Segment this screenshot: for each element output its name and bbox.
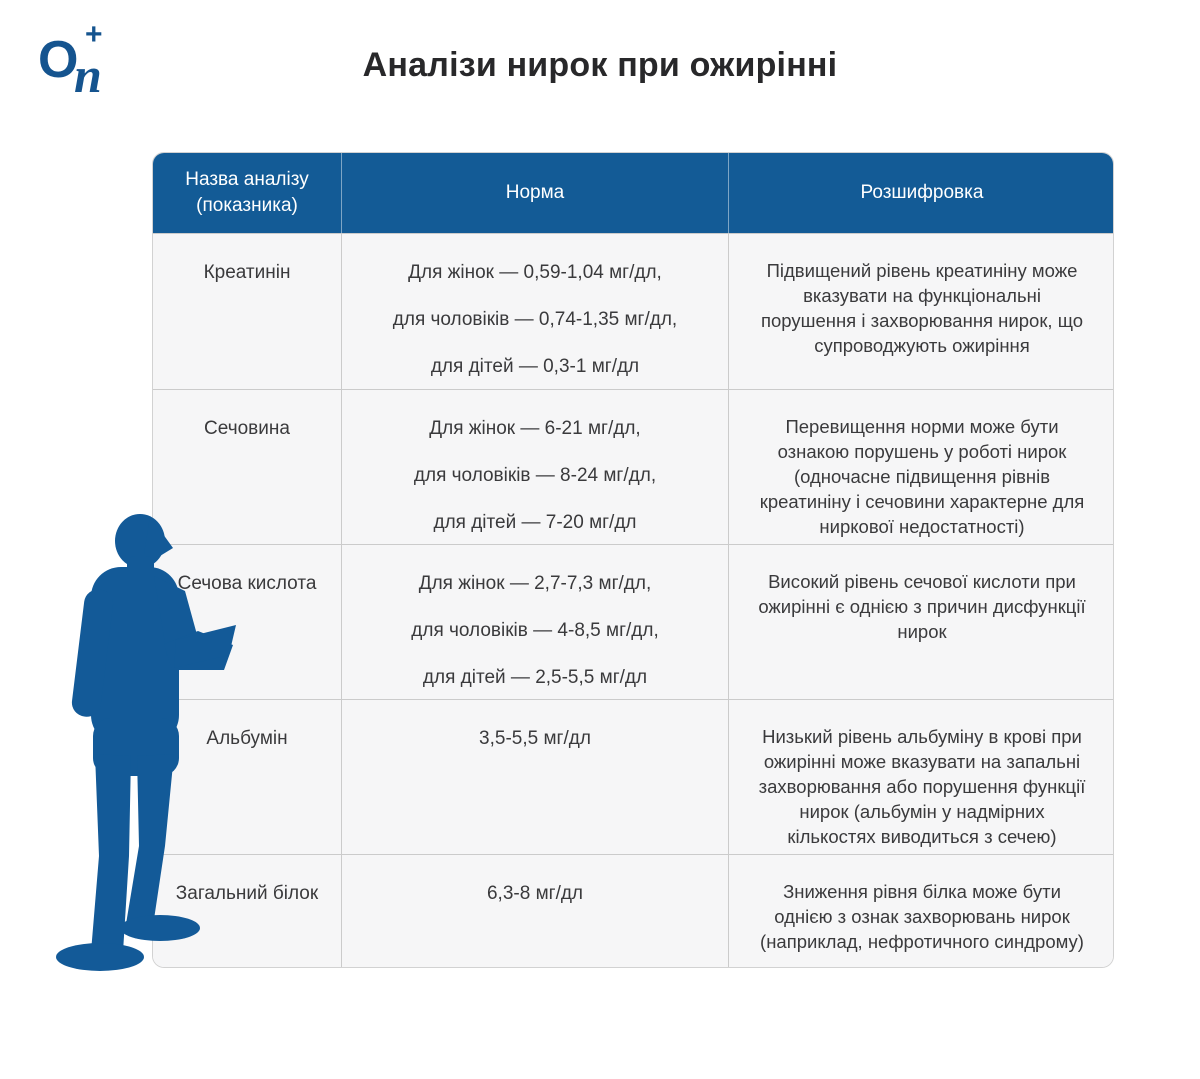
column-header-norm: Норма [341, 153, 728, 233]
table-row-5-name: Загальний білок [153, 854, 341, 968]
logo-letter-n: n [74, 47, 102, 103]
column-header-test-name: Назва аналізу (показника) [153, 153, 341, 233]
logo-plus-icon: + [85, 18, 103, 51]
norm-line: Для жінок — 2,7-7,3 мг/дл, [418, 573, 652, 594]
table-row-4-name: Альбумін [153, 699, 341, 854]
norm-line: для чоловіків — 8-24 мг/дл, [413, 465, 657, 486]
table-row-5-norm [341, 854, 728, 968]
table-row-2-description: Перевищення норми може бути ознакою порушень у роботі нирок (одночасне підвищення рівнів креатиніну і сечовини характерне для ниркової недостатності) [728, 389, 1114, 544]
norm-line: для дітей — 2,5-5,5 мг/дл [422, 667, 648, 688]
table-row-1-norm [341, 233, 728, 389]
table-row-4-description: Низький рівень альбуміну в крові при ожирінні може вказувати на запальні захворювання або порушення функції нирок (альбумін у надмірних кількостях виводиться з сечею) [728, 699, 1114, 854]
table-row-1-name: Креатинін [153, 233, 341, 389]
norm-line: 3,5-5,5 мг/дл [479, 728, 591, 749]
norm-line: для дітей — 0,3-1 мг/дл [430, 356, 640, 377]
table-row-1-description: Підвищений рівень креатиніну може вказувати на функціональні порушення і захворювання нирок, що супроводжують ожиріння [728, 233, 1114, 389]
norm-line: для чоловіків — 4-8,5 мг/дл, [411, 620, 659, 641]
norm-line: Для жінок — 0,59-1,04 мг/дл, [408, 262, 662, 283]
column-header-interpretation: Розшифровка [728, 153, 1114, 233]
person-reading-silhouette-illustration [36, 504, 238, 986]
logo-letter-o: O [38, 31, 78, 89]
norm-line: для дітей — 7-20 мг/дл [433, 512, 637, 533]
table-row-3-name: Сечова кислота [153, 544, 341, 699]
norm-line: для чоловіків — 0,74-1,35 мг/дл, [392, 309, 678, 330]
kidney-tests-table [152, 152, 1114, 968]
table-row-3-norm [341, 544, 728, 699]
table-row-3-description: Високий рівень сечової кислоти при ожирінні є однією з причин дисфункції нирок [728, 544, 1114, 699]
table-row-4-norm [341, 699, 728, 854]
table-row-2-name: Сечовина [153, 389, 341, 544]
table-row-5-description: Зниження рівня білка може бути однією з ознак захворювань нирок (наприклад, нефротичного синдрому) [728, 854, 1114, 968]
page-title: Аналізи нирок при ожирінні [362, 46, 838, 84]
norm-line: Для жінок — 6-21 мг/дл, [429, 418, 641, 439]
norm-line: 6,3-8 мг/дл [486, 883, 584, 904]
table-row-2-norm [341, 389, 728, 544]
